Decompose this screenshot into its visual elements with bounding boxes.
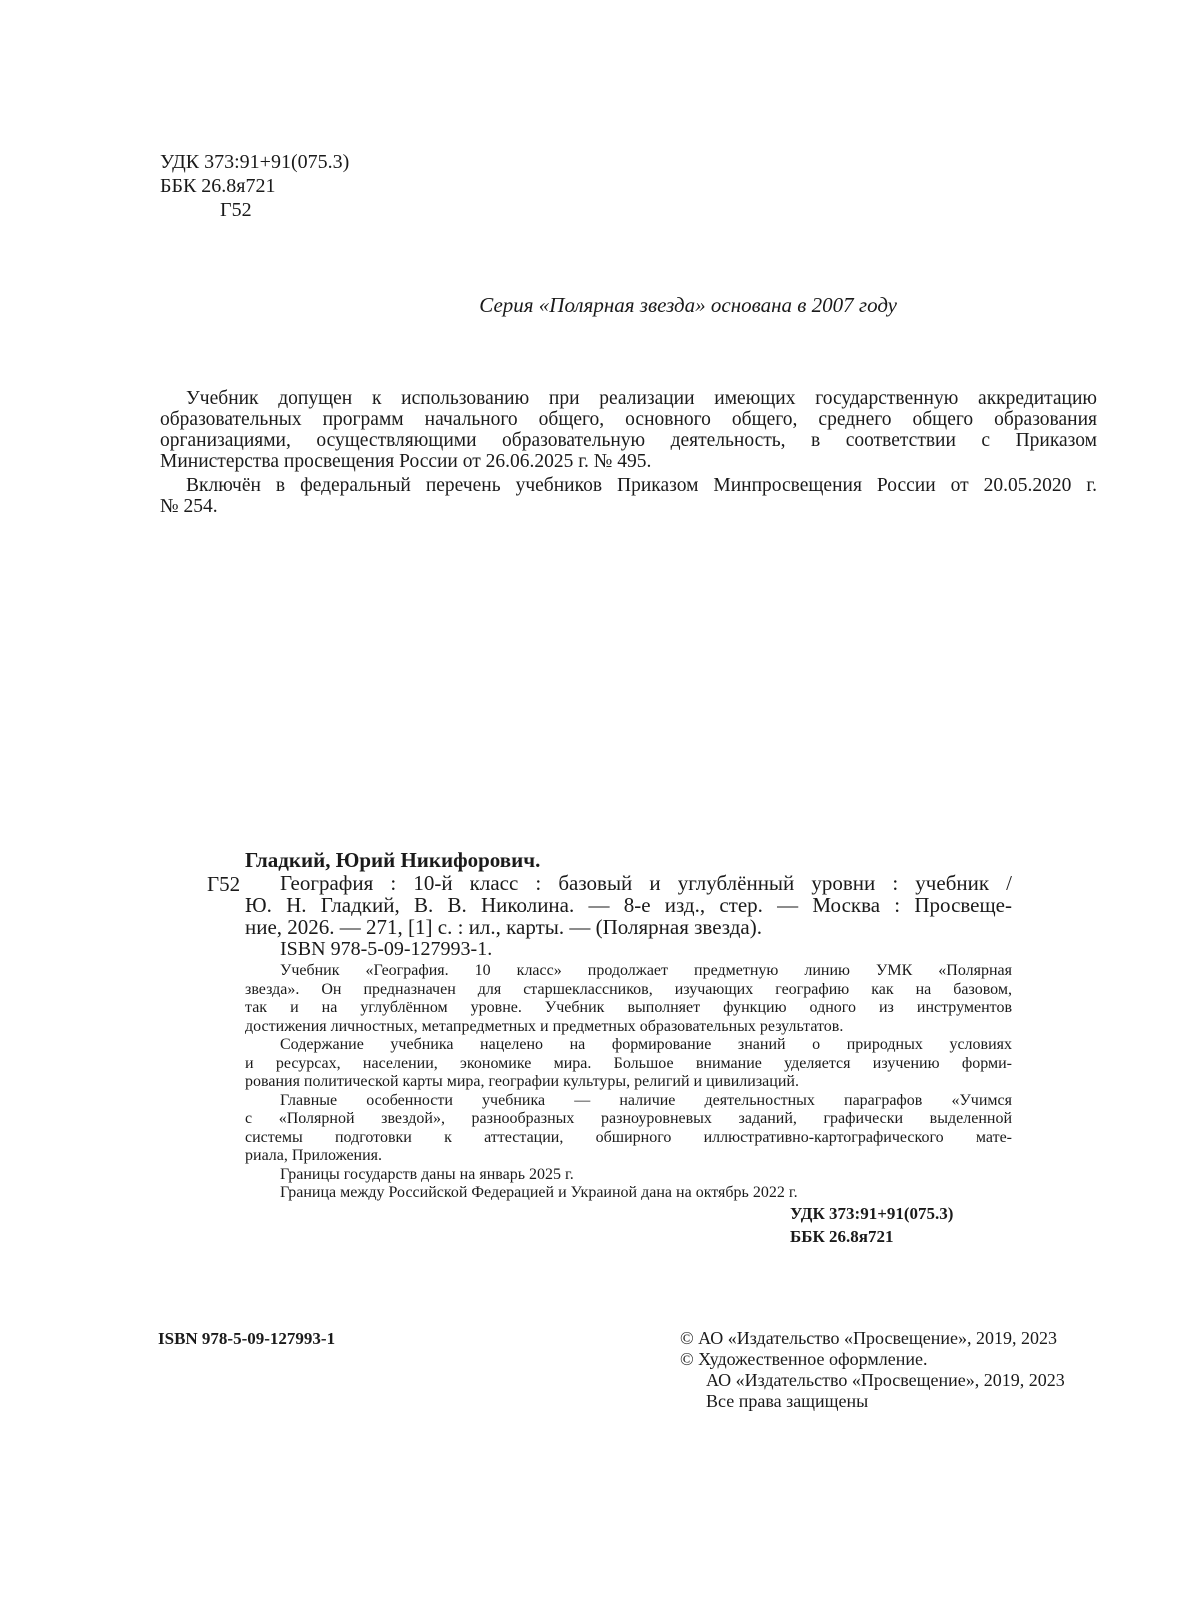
card-main-line: Ю. Н. Гладкий, В. В. Николина. — 8-е изд., стер. — Москва : Просвеще- (245, 893, 1012, 917)
annotation-line: системы подготовки к аттестации, обширного иллюстративно-картографического мате- (245, 1128, 1012, 1146)
annotation-border-note: Граница между Российской Федерацией и Украиной дана на октябрь 2022 г. (280, 1184, 798, 1201)
copyright-block (680, 1328, 1065, 1412)
card-main-description (245, 872, 1012, 938)
approval-line: № 254. (160, 496, 218, 517)
approval-line: Министерства просвещения России от 26.06.2025 г. № 495. (160, 451, 652, 472)
card-classification (790, 1202, 953, 1248)
card-main-line: ние, 2026. — 271, [1] с. : ил., карты. — (Полярная звезда). (245, 915, 762, 939)
card-bbk-code: ББК 26.8я721 (790, 1227, 894, 1246)
copyright-line: © Художественное оформление. (680, 1349, 928, 1369)
approval-line: Учебник допущен к использованию при реализации имеющих государственную аккредитацию (186, 388, 1097, 409)
top-author-index: Г52 (220, 199, 252, 221)
annotation-borders-note: Границы государств даны на январь 2025 г. (280, 1165, 574, 1183)
annotation-line: так и на углублённом уровне. Учебник выполняет функцию одного из инструментов (245, 999, 1012, 1016)
approval-line: организациями, осуществляющими образовательную деятельность, в соответствии с Приказом (160, 430, 1097, 451)
approval-paragraph-2 (160, 475, 1097, 517)
series-line: Серия «Полярная звезда» основана в 2007 году (479, 293, 897, 317)
annotation-line: с «Полярной звездой», разнообразных разноуровневых заданий, графически выделенной (245, 1110, 1012, 1127)
annotation-line: Учебник «География. 10 класс» продолжает предметную линию УМК «Полярная (280, 962, 1012, 979)
top-classification-block (160, 150, 349, 222)
approval-text (160, 388, 1097, 517)
top-bbk-code: ББК 26.8я721 (160, 175, 276, 197)
copyright-line: © АО «Издательство «Просвещение», 2019, 2023 (680, 1328, 1057, 1348)
copyright-line: АО «Издательство «Просвещение», 2019, 2023 (706, 1370, 1065, 1390)
bibliographic-card (207, 848, 1012, 1203)
annotation-line: рования политической карты мира, географии культуры, религий и цивилизаций. (245, 1073, 799, 1090)
card-isbn: ISBN 978-5-09-127993-1. (280, 938, 493, 960)
card-udk-code: УДК 373:91+91(075.3) (790, 1204, 954, 1223)
annotation-line: и ресурсах, населении, экономике мира. Большое внимание уделяется изучению форми- (245, 1054, 1012, 1072)
copyright-line: Все права защищены (706, 1391, 869, 1411)
card-author-index: Г52 (207, 872, 241, 896)
card-annotation (245, 962, 1012, 1203)
annotation-line: риала, Приложения. (245, 1147, 383, 1164)
annotation-line: звезда». Он предназначен для старшеклассников, изучающих географию как на базовом, (245, 980, 1012, 998)
annotation-line: Главные особенности учебника — наличие деятельностных параграфов «Учимся (280, 1091, 1012, 1109)
top-udk-code: УДК 373:91+91(075.3) (160, 151, 350, 173)
annotation-line: Содержание учебника нацелено на формирование знаний о природных условиях (280, 1036, 1012, 1053)
card-author: Гладкий, Юрий Никифорович. (245, 848, 541, 872)
card-main-line: География : 10-й класс : базовый и углублённый уровни : учебник / (280, 871, 1012, 895)
approval-paragraph-1 (160, 388, 1097, 472)
annotation-line: достижения личностных, метапредметных и предметных образовательных результатов. (245, 1017, 844, 1035)
approval-line: образовательных программ начального общего, основного общего, среднего общего образования (160, 409, 1097, 430)
approval-line: Включён в федеральный перечень учебников Приказом Минпросвещения России от 20.05.2020 г. (186, 475, 1097, 496)
bottom-isbn: ISBN 978-5-09-127993-1 (158, 1329, 336, 1348)
